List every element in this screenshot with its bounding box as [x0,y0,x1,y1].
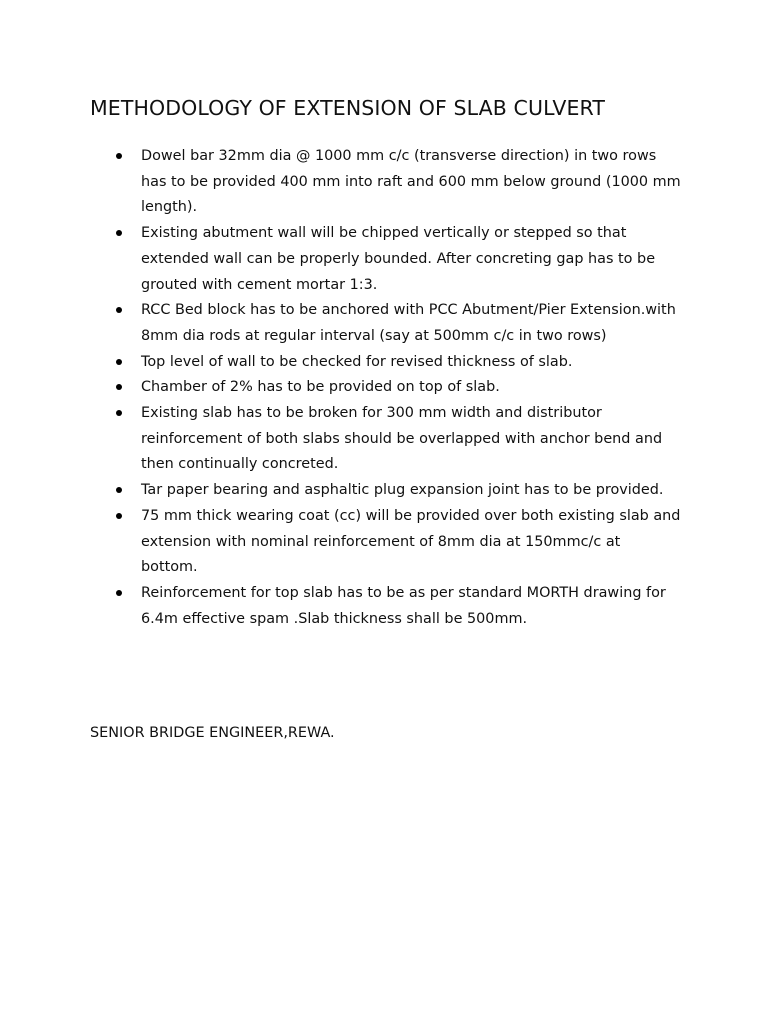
list-item-text: 75 mm thick wearing coat (cc) will be provided over both existing slab and extension with nominal reinforcement of 8mm dia at 150mmc/c at bottom. [141,507,681,576]
list-item [0,478,681,504]
list-item [0,144,681,221]
bullet-icon [116,410,122,416]
bullet-icon [116,513,122,519]
list-item-text: Dowel bar 32mm dia @ 1000 mm c/c (transverse direction) in two rows has to be provided 400 mm into raft and 600 mm below ground (1000 mm length). [141,148,681,216]
list-item-text: RCC Bed block has to be anchored with PCC Abutment/Pier Extension.with 8mm dia rods at regular interval (say at 500mm c/c in two rows) [141,302,676,344]
list-item [0,375,681,401]
list-item-text: Existing abutment wall will be chipped vertically or stepped so that extended wall can be properly bounded. After concreting gap has to be grouted with cement mortar 1:3. [141,225,656,293]
list-item [0,401,681,478]
list-item [0,504,681,581]
bullet-icon [116,307,122,313]
bullet-icon [116,384,122,390]
document-title: METHODOLOGY OF EXTENSION OF SLAB CULVERT [90,96,605,120]
bullet-icon [116,487,122,493]
list-item [0,221,681,298]
signature-line: SENIOR BRIDGE ENGINEER,REWA. [90,725,335,741]
list-item-text: Top level of wall to be checked for revised thickness of slab. [141,353,573,370]
list-item-text: Reinforcement for top slab has to be as per standard MORTH drawing for 6.4m effective spam .Slab thickness shall be 500mm. [141,584,666,627]
bullet-icon [116,230,122,236]
bullet-icon [116,590,122,596]
list-item-text: Existing slab has to be broken for 300 mm width and distributor reinforcement of both slabs should be overlapped with anchor bend and then continually concreted. [141,405,663,473]
list-item [0,350,681,376]
list-item [0,298,681,349]
list-item-text: Chamber of 2% has to be provided on top of slab. [141,379,500,396]
list-item [0,581,681,632]
list-item-text: Tar paper bearing and asphaltic plug expansion joint has to be provided. [141,482,664,499]
bullet-icon [116,153,122,159]
methodology-list [0,144,768,632]
bullet-icon [116,359,122,365]
